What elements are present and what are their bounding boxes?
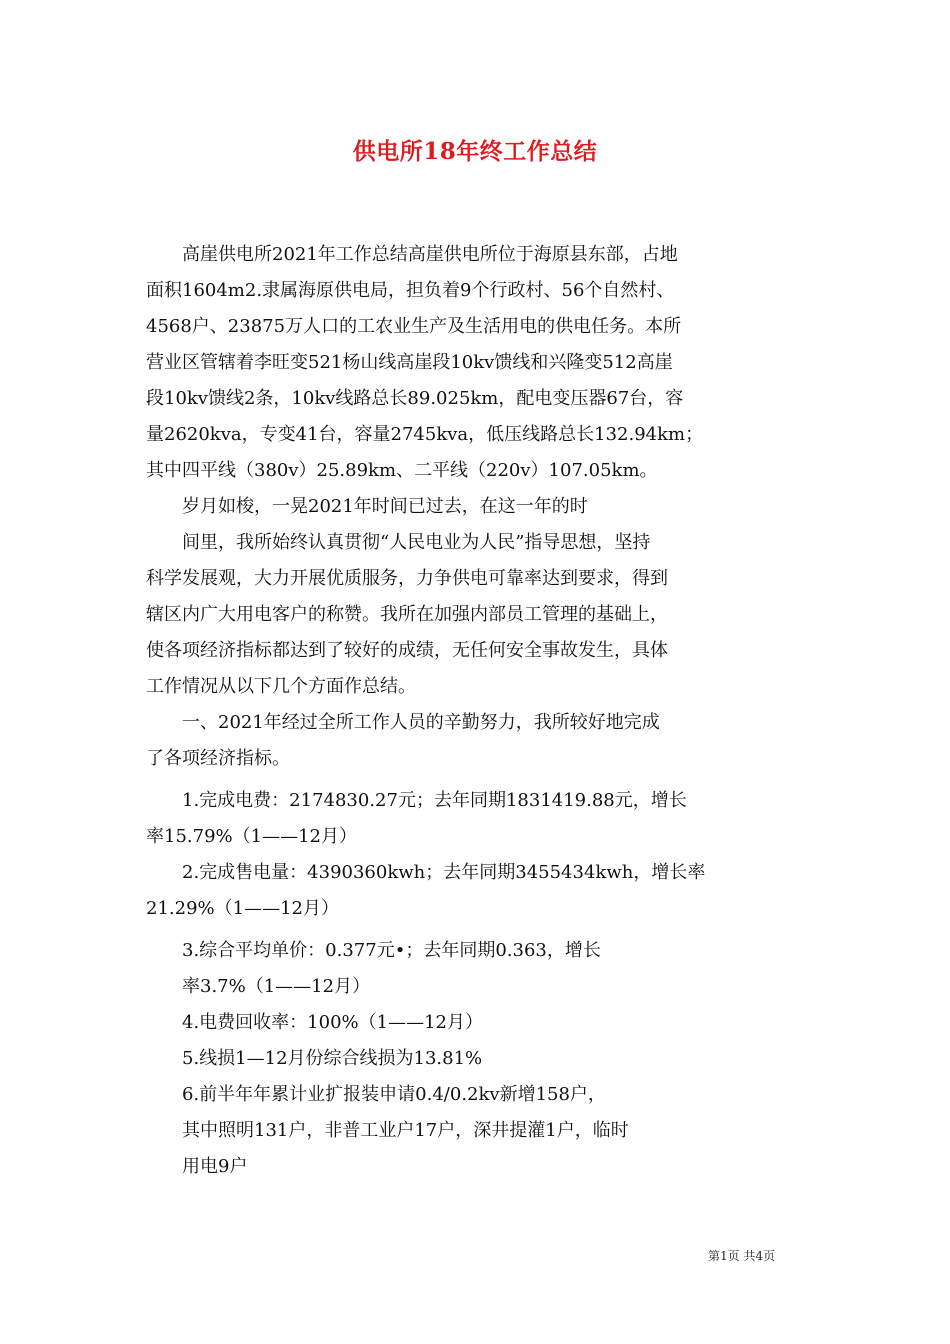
body-line-8: 岁月如梭，一晃2021年时间已过去，在这一年的时: [146, 496, 588, 517]
page-number-footer: 第1页 共4页: [708, 1249, 776, 1263]
body-line-13: 工作情况从以下几个方面作总结。: [146, 676, 416, 697]
body-line-15: 了各项经济指标。: [146, 748, 290, 769]
document-title: 供电所18年终工作总结: [352, 138, 598, 165]
body-line-22: 4.电费回收率：100%（1——12月）: [146, 1012, 483, 1033]
body-line-25: 其中照明131户，非普工业户17户，深井提灌1户，临时: [146, 1120, 629, 1141]
body-line-5: 段10kv馈线2条，10kv线路总长89.025km，配电变压器67台，容: [146, 388, 684, 409]
body-line-23: 5.线损1—12月份综合线损为13.81%: [146, 1048, 483, 1069]
body-line-16: 1.完成电费：2174830.27元；去年同期1831419.88元，增长: [146, 790, 687, 811]
body-line-24: 6.前半年年累计业扩报装申请0.4/0.2kv新增158户，: [146, 1084, 606, 1105]
body-line-17: 率15.79%（1——12月）: [146, 826, 357, 847]
body-line-21: 率3.7%（1——12月）: [146, 976, 371, 997]
body-line-9: 间里，我所始终认真贯彻“人民电业为人民”指导思想，坚持: [146, 532, 651, 553]
body-line-19: 21.29%（1——12月）: [146, 898, 339, 919]
body-line-14: 一、2021年经过全所工作人员的辛勤努力，我所较好地完成: [146, 712, 660, 733]
body-line-12: 使各项经济指标都达到了较好的成绩，无任何安全事故发生，具体: [146, 640, 668, 661]
body-line-2: 面积1604m2.隶属海原供电局，担负着9个行政村、56个自然村、: [146, 280, 675, 301]
body-line-26: 用电9户: [146, 1156, 248, 1177]
body-line-6: 量2620kva，专变41台，容量2745kva，低压线路总长132.94km；: [146, 424, 704, 445]
body-line-3: 4568户、23875万人口的工农业生产及生活用电的供电任务。本所: [146, 316, 682, 337]
body-line-11: 辖区内广大用电客户的称赞。我所在加强内部员工管理的基础上，: [146, 604, 668, 625]
body-line-18: 2.完成售电量：4390360kwh；去年同期3455434kwh，增长率: [146, 862, 706, 883]
body-line-20: 3.综合平均单价：0.377元•；去年同期0.363，增长: [146, 940, 601, 961]
body-line-7: 其中四平线（380v）25.89km、二平线（220v）107.05km。: [146, 460, 658, 481]
body-line-1: 高崖供电所2021年工作总结高崖供电所位于海原县东部，占地: [146, 244, 678, 265]
body-line-10: 科学发展观，大力开展优质服务，力争供电可靠率达到要求，得到: [146, 568, 668, 589]
body-line-4: 营业区管辖着李旺变521杨山线高崖段10kv馈线和兴隆变512高崖: [146, 352, 673, 373]
